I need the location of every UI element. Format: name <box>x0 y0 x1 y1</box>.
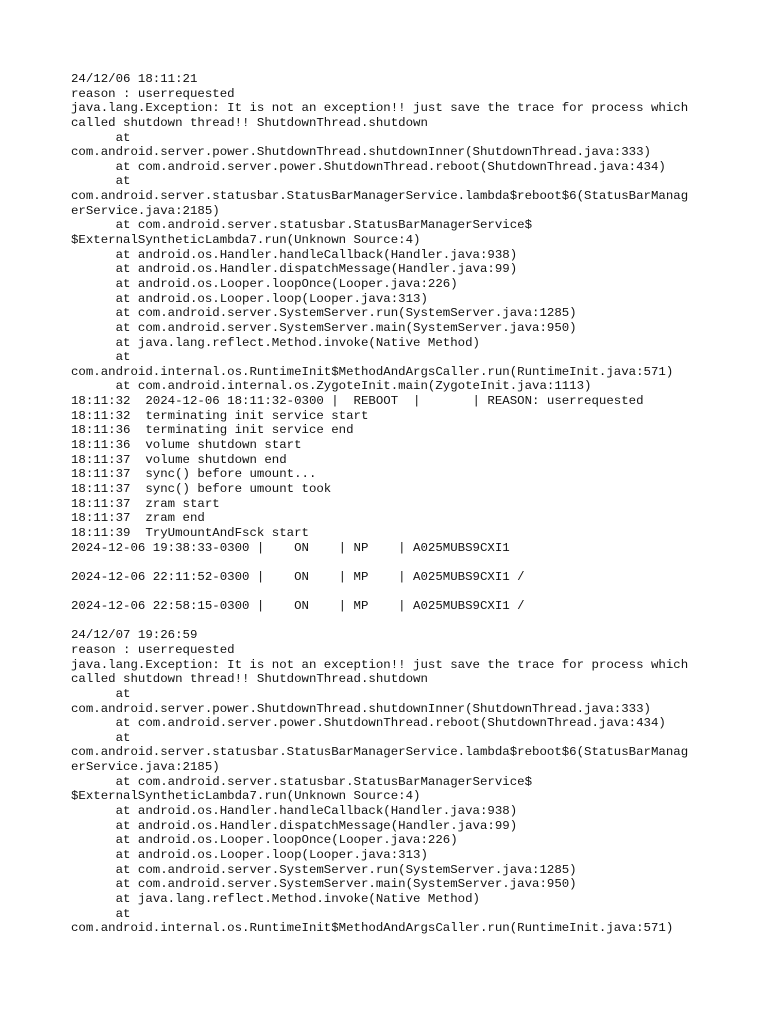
log-line: 18:11:37 sync() before umount took <box>71 481 332 496</box>
log-line: com.android.server.statusbar.StatusBarManagerService.lambda$reboot$6(StatusBarManag <box>71 189 689 204</box>
log-line: com.android.server.statusbar.StatusBarManagerService.lambda$reboot$6(StatusBarManag <box>71 745 689 760</box>
log-line: at android.os.Looper.loop(Looper.java:313) <box>71 291 428 306</box>
log-line: 18:11:37 zram end <box>71 511 205 526</box>
log-line: at android.os.Looper.loop(Looper.java:313) <box>71 847 428 862</box>
log-line: at com.android.server.power.ShutdownThread.reboot(ShutdownThread.java:434) <box>71 716 666 731</box>
log-line: 18:11:37 volume shutdown end <box>71 452 287 467</box>
log-line: at com.android.server.SystemServer.run(SystemServer.java:1285) <box>71 306 577 321</box>
log-line: com.android.server.power.ShutdownThread.shutdownInner(ShutdownThread.java:333) <box>71 701 651 716</box>
log-line: at com.android.server.statusbar.StatusBarManagerService$ <box>71 218 533 233</box>
log-line: 18:11:32 terminating init service start <box>71 408 369 423</box>
log-line: 24/12/06 18:11:21 <box>71 72 198 86</box>
log-line: at com.android.server.SystemServer.run(SystemServer.java:1285) <box>71 862 577 877</box>
log-line: 18:11:39 TryUmountAndFsck start <box>71 525 309 540</box>
log-line: 18:11:36 terminating init service end <box>71 423 354 438</box>
log-line: at <box>71 350 131 365</box>
log-line: at <box>71 906 131 921</box>
log-line: at com.android.internal.os.ZygoteInit.main(ZygoteInit.java:1113) <box>71 379 592 394</box>
log-text-page <box>71 72 711 936</box>
log-line: java.lang.Exception: It is not an exception!! just save the trace for process which <box>71 657 689 672</box>
log-line: erService.java:2185) <box>71 203 220 218</box>
log-line: $ExternalSyntheticLambda7.run(Unknown Source:4) <box>71 789 421 804</box>
log-line: 24/12/07 19:26:59 <box>71 628 198 643</box>
log-line: reason : userrequested <box>71 86 235 101</box>
log-line <box>71 614 711 629</box>
log-line: java.lang.Exception: It is not an exception!! just save the trace for process which <box>71 101 689 116</box>
log-line: 18:11:37 sync() before umount... <box>71 467 317 482</box>
log-line: 2024-12-06 19:38:33-0300 | ON | NP | A025MUBS9CXI1 <box>71 540 510 555</box>
log-line: 18:11:32 2024-12-06 18:11:32-0300 | REBOOT | | REASON: userrequested <box>71 394 644 409</box>
log-line: at android.os.Handler.handleCallback(Handler.java:938) <box>71 247 518 262</box>
log-line <box>71 555 711 570</box>
log-line: at com.android.server.statusbar.StatusBarManagerService$ <box>71 774 533 789</box>
log-line: 2024-12-06 22:58:15-0300 | ON | MP | A025MUBS9CXI1 / <box>71 599 525 614</box>
log-line: at android.os.Looper.loopOnce(Looper.java:226) <box>71 833 458 848</box>
log-line: at <box>71 730 131 745</box>
log-line: called shutdown thread!! ShutdownThread.shutdown <box>71 115 428 130</box>
log-line: at <box>71 130 131 145</box>
log-line: at java.lang.reflect.Method.invoke(Native Method) <box>71 335 480 350</box>
log-line: at com.android.server.SystemServer.main(SystemServer.java:950) <box>71 320 577 335</box>
log-line: at com.android.server.SystemServer.main(SystemServer.java:950) <box>71 877 577 892</box>
log-line: at <box>71 174 131 189</box>
log-line: at android.os.Looper.loopOnce(Looper.java:226) <box>71 276 458 291</box>
log-line <box>71 584 711 599</box>
log-line: 2024-12-06 22:11:52-0300 | ON | MP | A025MUBS9CXI1 / <box>71 569 525 584</box>
log-line: 18:11:37 zram start <box>71 496 220 511</box>
log-line: at android.os.Handler.handleCallback(Handler.java:938) <box>71 804 518 819</box>
log-line: at <box>71 686 131 701</box>
log-line: com.android.internal.os.RuntimeInit$MethodAndArgsCaller.run(RuntimeInit.java:571) <box>71 921 674 936</box>
log-line: at android.os.Handler.dispatchMessage(Handler.java:99) <box>71 262 518 277</box>
log-line: 18:11:36 volume shutdown start <box>71 438 302 453</box>
log-line: at android.os.Handler.dispatchMessage(Handler.java:99) <box>71 818 518 833</box>
log-line: reason : userrequested <box>71 642 235 657</box>
log-line: called shutdown thread!! ShutdownThread.shutdown <box>71 672 428 687</box>
log-line: com.android.server.power.ShutdownThread.shutdownInner(ShutdownThread.java:333) <box>71 145 651 160</box>
log-line: at com.android.server.power.ShutdownThread.reboot(ShutdownThread.java:434) <box>71 159 666 174</box>
log-line: erService.java:2185) <box>71 760 220 775</box>
log-line: com.android.internal.os.RuntimeInit$MethodAndArgsCaller.run(RuntimeInit.java:571) <box>71 364 674 379</box>
log-line: $ExternalSyntheticLambda7.run(Unknown Source:4) <box>71 233 421 248</box>
log-line: at java.lang.reflect.Method.invoke(Native Method) <box>71 891 480 906</box>
